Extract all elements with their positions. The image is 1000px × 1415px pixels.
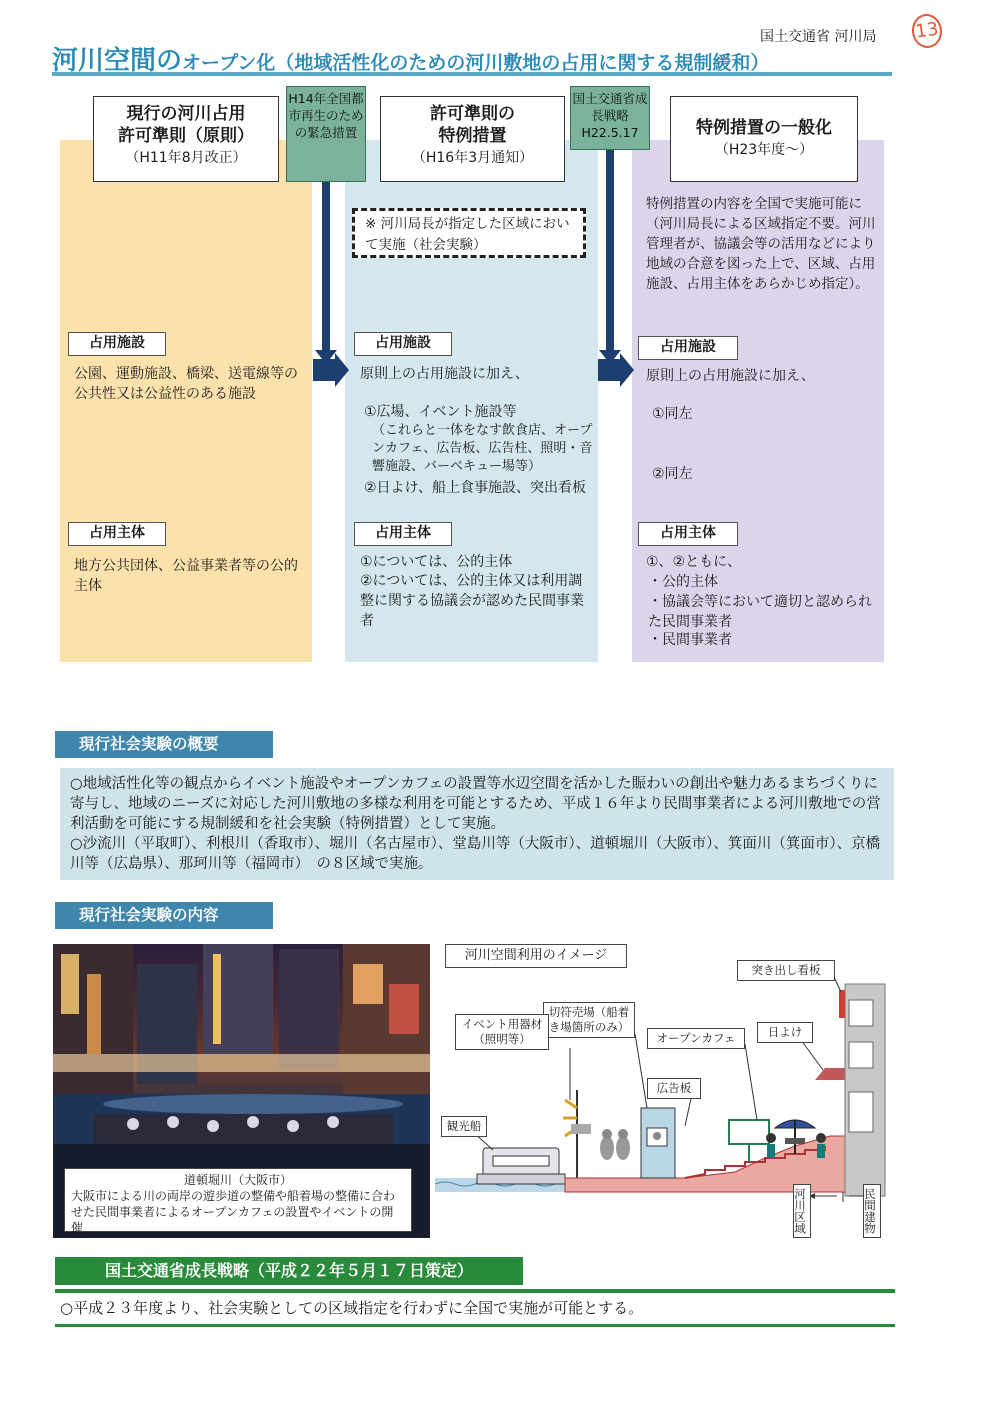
label-sightseeing-boat: 観光船 — [441, 1116, 487, 1137]
right-arrow-head-2 — [620, 353, 634, 387]
overview-heading: 現行社会実験の概要 — [55, 731, 273, 758]
tag-entity-1: 占用主体 — [68, 522, 166, 546]
photo-caption-text: 大阪市による川の両岸の遊歩道の整備や船着場の整備に合わせた民間事業者によるオープンカフェの設置やイベントの開催 — [71, 1189, 396, 1235]
overview-panel — [60, 768, 894, 880]
label-open-cafe: オープンカフェ — [647, 1028, 745, 1049]
column-2-header-date: （H16年3月通知） — [411, 150, 534, 166]
transition-box-h22: 国土交通省成長戦略H22.5.17 — [570, 86, 650, 150]
transition-box-h14: H14年全国都市再生のための緊急措置 — [286, 86, 366, 182]
right-arrow-body-2 — [598, 359, 620, 381]
tag-facility-2: 占用施設 — [354, 332, 452, 356]
entity-item1-2: ①については、公的主体 — [360, 554, 513, 570]
column-2-header-line1: 許可準則の — [430, 104, 515, 124]
generalization-description: 特例措置の内容を全国で実施可能に（河川局長による区域指定不要。河川管理者が、協議会等の活用などにより地域の合意を図った上で、区域、占用施設、占用主体をあらかじめ指定）。 — [646, 196, 876, 292]
special-measure-note: ※ 河川局長が指定した区域において実施（社会実験） — [352, 208, 586, 258]
facility-intro-2: 原則上の占用施設に加え、 — [360, 366, 529, 382]
entity-intro-3: ①、②ともに、 — [646, 554, 742, 570]
contents-heading: 現行社会実験の内容 — [55, 902, 273, 929]
facility-item1-3: ①同左 — [652, 406, 693, 422]
tag-entity-3: 占用主体 — [638, 522, 738, 546]
entity-item2-2: ②については、公的主体又は利用調整に関する協議会が認めた民間事業者 — [360, 573, 584, 629]
column-3-header-line1: 特例措置の一般化 — [696, 118, 832, 138]
label-billboard: 広告板 — [647, 1078, 701, 1099]
entity-bullet-3-3: ・民間事業者 — [648, 632, 732, 648]
strategy-text: ○平成２３年度より、社会実験としての区域指定を行わずに全国で実施が可能とする。 — [60, 1299, 644, 1317]
facility-text-1: 公園、運動施設、橋梁、送電線等の公共性又は公益性のある施設 — [74, 366, 298, 402]
strategy-heading: 国土交通省成長戦略（平成２２年５月１７日策定） — [55, 1257, 523, 1285]
strategy-divider-top — [55, 1289, 895, 1293]
tag-facility-1: 占用施設 — [68, 332, 166, 356]
title-part-sub: オープン化 — [182, 52, 276, 74]
strategy-divider-bottom — [55, 1324, 895, 1327]
title-part-2: （地域活性化のための河川敷地の占用に関する規制緩和） — [275, 52, 770, 74]
facility-intro-3: 原則上の占用施設に加え、 — [646, 368, 815, 384]
page-title — [52, 40, 892, 76]
tag-entity-2: 占用主体 — [354, 522, 452, 546]
label-protruding-sign: 突き出し看板 — [737, 960, 835, 981]
facility-item2-2: ②日よけ、船上食事施設、突出看板 — [364, 480, 586, 496]
facility-item1-2: ①広場、イベント施設等 — [364, 404, 517, 420]
right-arrow-body-1 — [313, 359, 335, 381]
tag-facility-3: 占用施設 — [638, 336, 738, 360]
column-3-header — [670, 96, 858, 182]
ministry-name: 国土交通省 河川局 — [760, 29, 877, 45]
page-number: 13 — [910, 12, 944, 50]
column-1-header-line1: 現行の河川占用 — [126, 104, 246, 124]
facility-item2-3: ②同左 — [652, 466, 693, 482]
river-space-diagram — [435, 940, 895, 1250]
entity-bullet-2-3: ・協議会等において適切と認められた民間事業者 — [648, 594, 872, 630]
title-part-1: 河川空間の — [52, 46, 183, 76]
label-river-area: 河川区域 — [793, 1184, 811, 1238]
facility-item1-detail-2: （これらと一体をなす飲食店、オープンカフェ、広告板、広告柱、照明・音響施設、バーベキュー場等） — [372, 423, 593, 474]
label-awning: 日よけ — [757, 1022, 813, 1043]
entity-bullet-1-3: ・公的主体 — [648, 574, 718, 590]
down-arrow-shaft-1 — [322, 182, 330, 352]
right-arrow-head-1 — [335, 353, 349, 387]
down-arrow-shaft-2 — [606, 150, 614, 352]
label-ticket-booth: 切符売場（船着き場箇所のみ） — [543, 1002, 635, 1038]
column-2-header-line2: 特例措置 — [438, 126, 507, 146]
column-1-header-line2: 許可準則（原則） — [118, 126, 254, 146]
label-private-building: 民間建物 — [863, 1184, 881, 1238]
column-1-header — [93, 96, 279, 182]
overview-paragraph-2: ○沙流川（平取町）、利根川（香取市）、堀川（名古屋市）、堂島川等（大阪市）、道頓堀川（大阪市）、箕面川（箕面市）、京橋川等（広島県）、那珂川等（福岡市） の８区域で実施。 — [70, 836, 881, 872]
label-event-equipment: イベント用器材（照明等） — [455, 1014, 549, 1050]
photo-caption-title: 道頓堀川（大阪市） — [183, 1173, 292, 1187]
column-3-header-date: （H23年度～） — [714, 142, 814, 158]
column-2-header — [380, 96, 565, 182]
photo-caption — [64, 1168, 412, 1235]
entity-text-1: 地方公共団体、公益事業者等の公的主体 — [74, 558, 298, 594]
column-1-header-date: （H11年8月改正） — [125, 150, 247, 166]
diagram-title: 河川空間利用のイメージ — [445, 944, 627, 968]
overview-paragraph-1: ○地域活性化等の観点からイベント施設やオープンカフェの設置等水辺空間を活かした賑わいの創出や魅力あるまちづくりに寄与し、地域のニーズに対応した河川敷地の多様な利用を可能とするため、平成１６年より民間事業者による河川敷地での営利活動を可能にする規制緩和を社会実験（特例措置）として実施。 — [70, 776, 881, 832]
